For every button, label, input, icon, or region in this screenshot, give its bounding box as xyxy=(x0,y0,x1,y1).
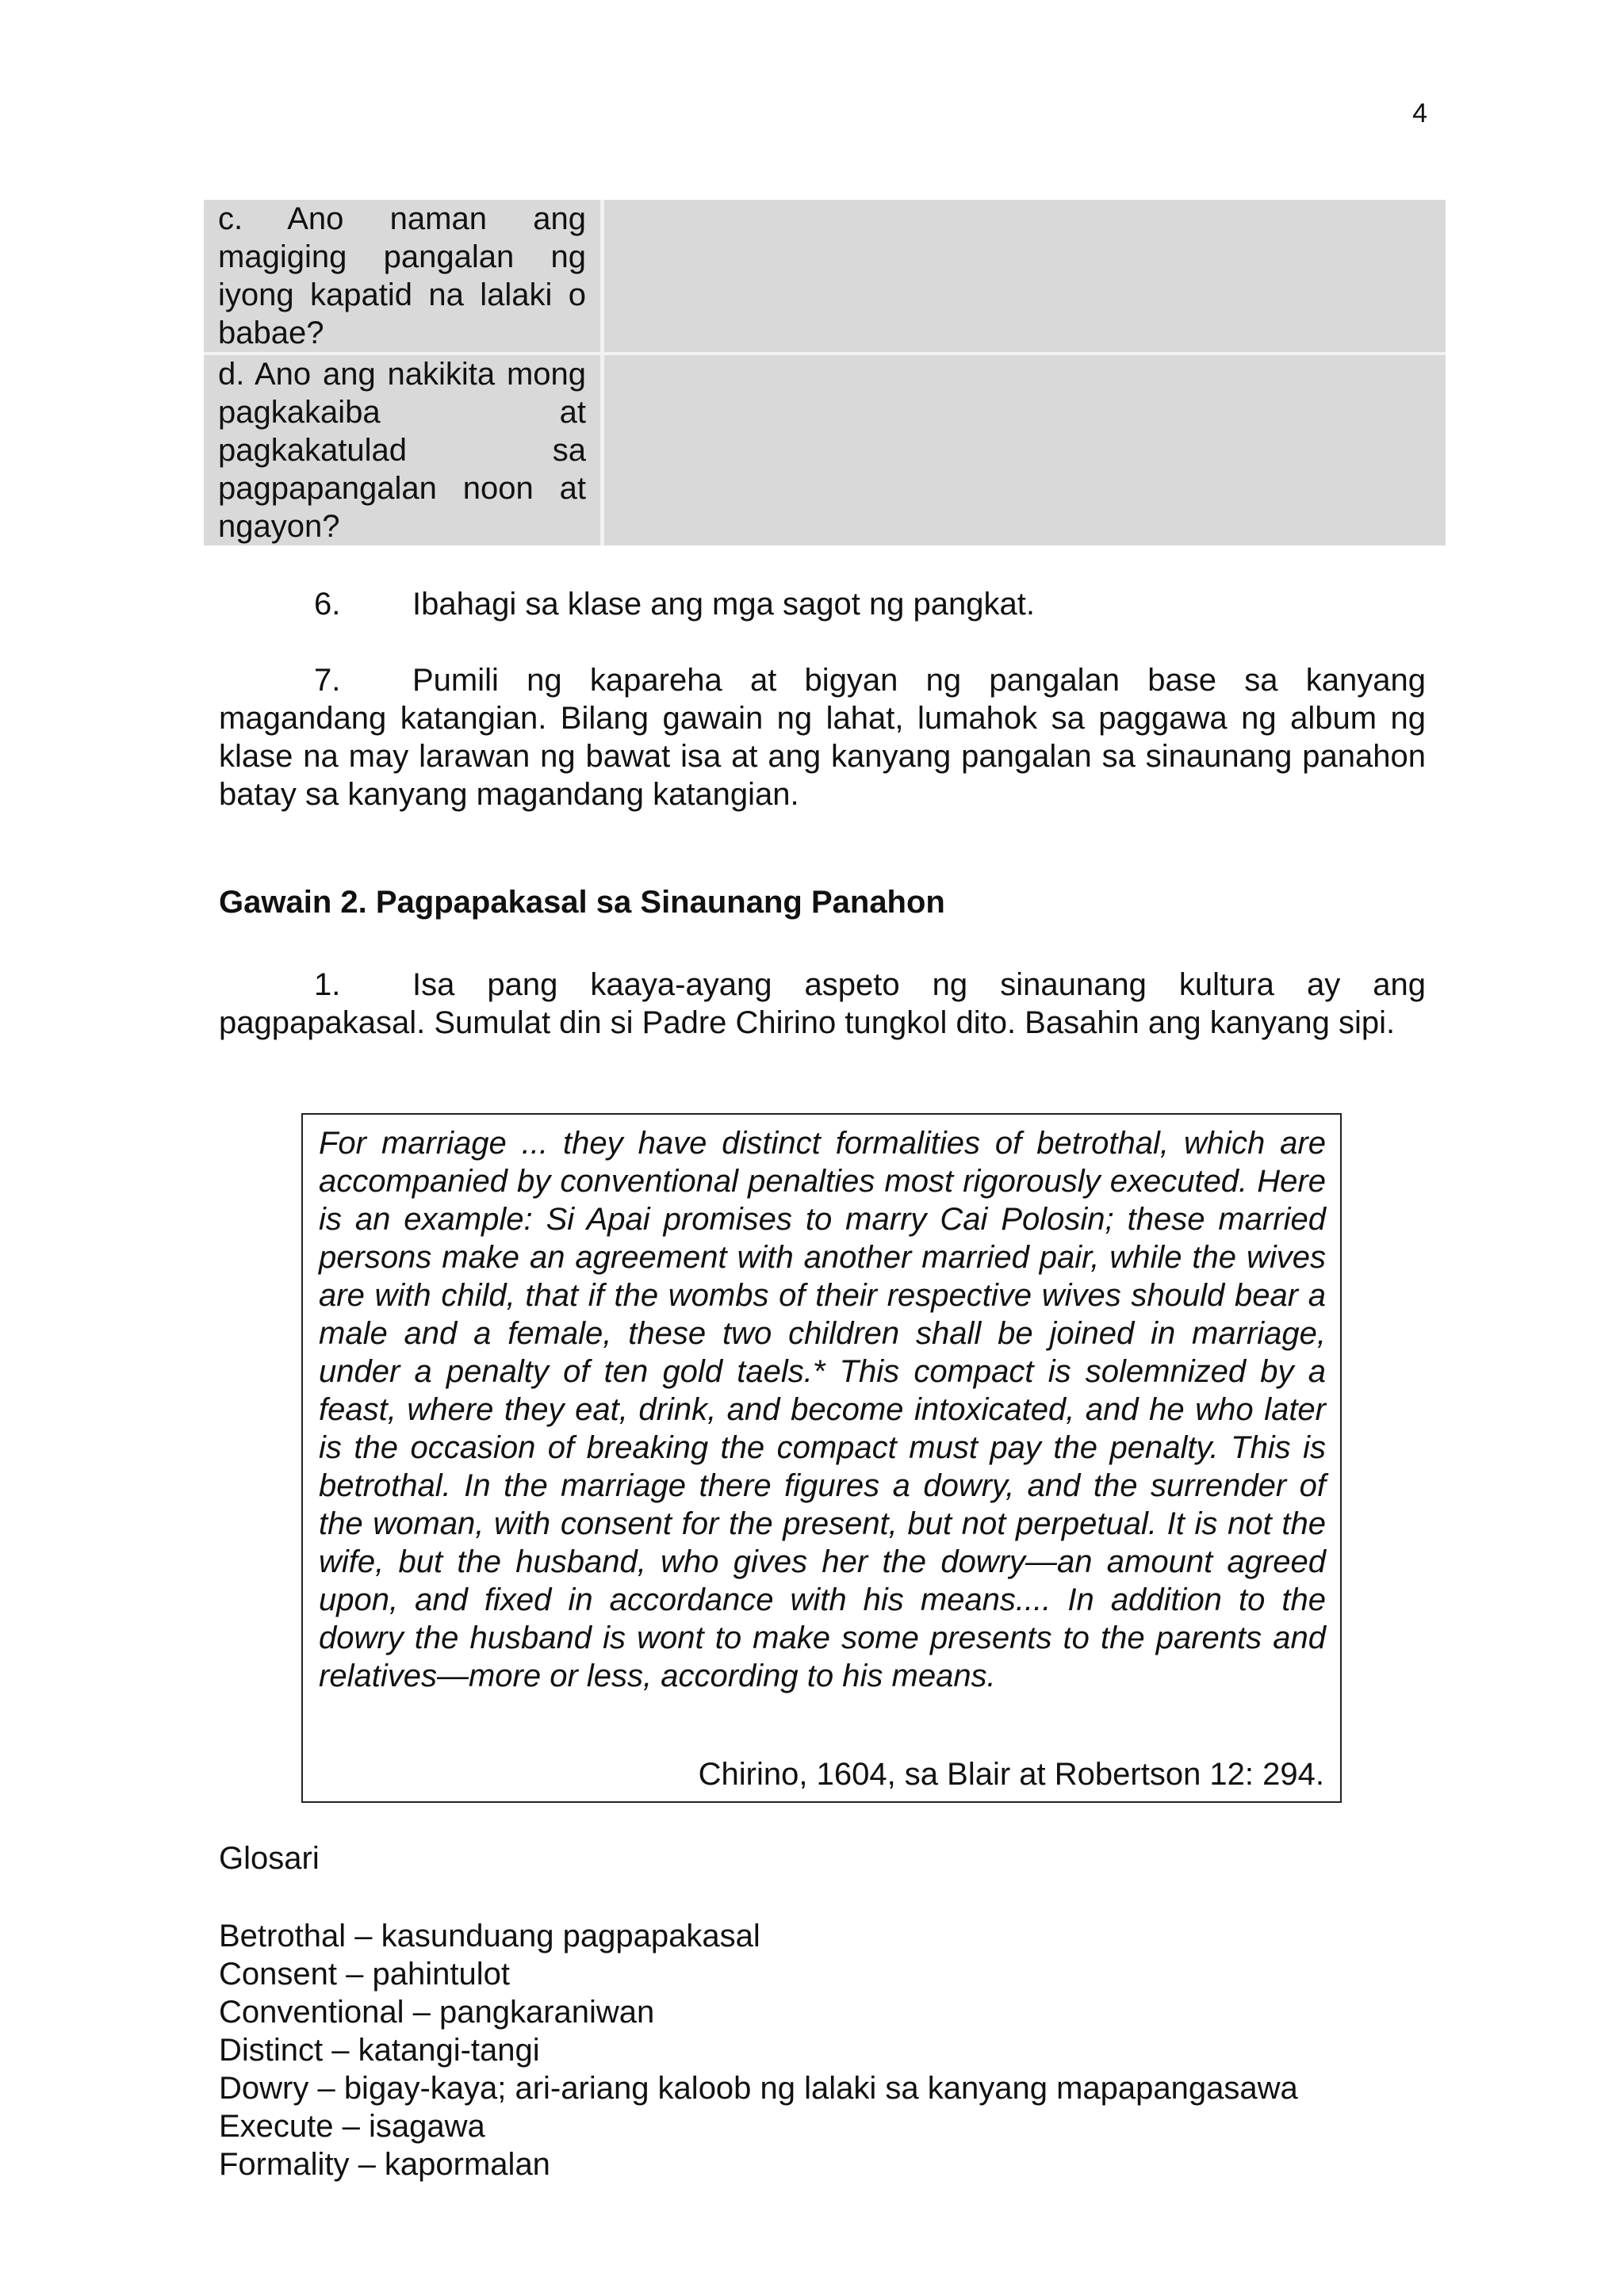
step-6-number: 6. xyxy=(314,587,341,622)
table-row xyxy=(204,354,1446,545)
activity-2-heading: Gawain 2. Pagpapakasal sa Sinaunang Panahon xyxy=(219,885,945,920)
glossary-entry: Distinct – katangi-tangi xyxy=(219,2033,540,2068)
step-7 xyxy=(219,661,1426,813)
question-cell-d: d. Ano ang nakikita mong pagkakaiba at pagkakatulad sa pagpapangalan noon at ngayon? xyxy=(204,354,603,545)
glossary-entry: Execute – isagawa xyxy=(219,2109,485,2144)
activity-2-step-1 xyxy=(219,966,1426,1042)
glossary-entry: Consent – pahintulot xyxy=(219,1957,510,1992)
glossary-entry: Formality – kapormalan xyxy=(219,2147,550,2182)
question-cell-c: c. Ano naman ang magiging pangalan ng iyong kapatid na lalaki o babae? xyxy=(204,200,603,354)
activity-2-step-1-number: 1. xyxy=(314,967,341,1002)
glossary-entry: Betrothal – kasunduang pagpapakasal xyxy=(219,1919,760,1954)
page-number: 4 xyxy=(1412,98,1427,128)
glossary-title: Glosari xyxy=(219,1841,320,1876)
step-7-text: Pumili ng kapareha at bigyan ng pangalan base sa kanyang magandang katangian. Bilang gawain ng lahat, lumahok sa paggawa ng album ng klase na may larawan ng bawat isa at ang kanyang pangalan sa sinaunang panahon batay sa kanyang magandang katangian. xyxy=(219,663,1426,812)
activity-2-step-1-text: Isa pang kaaya-ayang aspeto ng sinaunang kultura ay ang pagpapakasal. Sumulat din si Padre Chirino tungkol dito. Basahin ang kanyang sipi. xyxy=(219,967,1426,1040)
quote-box xyxy=(301,1113,1342,1803)
glossary-entry: Dowry – bigay-kaya; ari-ariang kaloob ng lalaki sa kanyang mapapangasawa xyxy=(219,2071,1298,2106)
step-6-text: Ibahagi sa klase ang mga sagot ng pangkat. xyxy=(412,587,1035,622)
quote-citation: Chirino, 1604, sa Blair at Robertson 12: 294. xyxy=(698,1757,1324,1792)
glossary-entry: Conventional – pangkaraniwan xyxy=(219,1995,655,2030)
table-row xyxy=(204,200,1446,354)
glossary-list xyxy=(219,1917,1298,2183)
question-table xyxy=(204,200,1446,545)
answer-cell-d xyxy=(603,354,1446,545)
step-6 xyxy=(219,585,1426,623)
answer-cell-c xyxy=(603,200,1446,354)
step-7-number: 7. xyxy=(314,663,341,698)
quote-text: For marriage ... they have distinct formalities of betrothal, which are accompanied by conventional penalties most rigorously executed. Here is an example: Si Apai promises to marry Cai Polosin; these married persons make an agreement with another married pair, while the wives are with child, that if the wombs of their respective wives should bear a male and a female, these two children shall be joined in marriage, under a penalty of ten gold taels.* This compact is solemnized by a feast, where they eat, drink, and become intoxicated, and he who later is the occasion of breaking the compact must pay the penalty. This is betrothal. In the marriage there figures a dowry, and the surrender of the woman, with consent for the present, but not perpetual. It is not the wife, but the husband, who gives her the dowry—an amount agreed upon, and fixed in accordance with his means.... In addition to the dowry the husband is wont to make some presents to the parents and relatives—more or less, according to his means. xyxy=(319,1126,1326,1693)
